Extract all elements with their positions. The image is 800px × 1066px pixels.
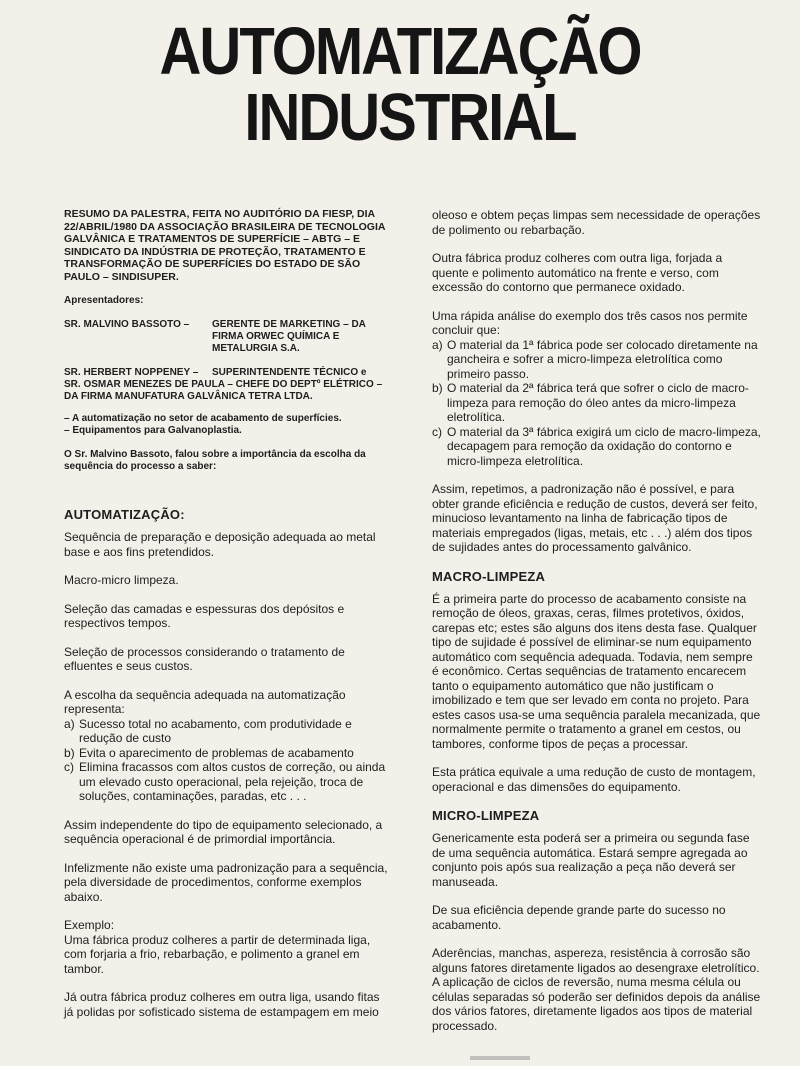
presenter-3: SR. OSMAR MENEZES DE PAULA – CHEFE DO DEPTº ELÉTRICO – DA FIRMA MANUFATURA GALVÂNICA TETRA LTDA. bbox=[64, 379, 383, 402]
list-item: a) O material da 1ª fábrica pode ser colocado diretamente na gancheira e sofrer a micro-limpeza eletrolítica como primeiro passo. bbox=[432, 337, 758, 381]
list-item: a) Sucesso total no acabamento, com produtividade e redução de custo bbox=[64, 716, 352, 745]
presenter-name: SR. HERBERT NOPPENEY – bbox=[64, 367, 199, 378]
paragraph: Assim, repetimos, a padronização não é possível, e para obter grande eficiência e redução de custos, deverá ser feito, minucioso levantamento na linha de fabricação tipos de materiais empregados (ligas, metais, etc . . .) além dos tipos de sujidades antes do processamento galvânico. bbox=[432, 482, 758, 554]
paragraph: Outra fábrica produz colheres com outra liga, forjada a quente e polimento automático na frente e verso, com excessão do contorno que permanece oxidado. bbox=[432, 251, 723, 294]
paragraph: Aderências, manchas, aspereza, resistência à corrosão são alguns fatores diretamente ligados ao desengraxe eletrolítico. A aplicação de ciclos de reversão, numa mesma célula ou células separadas só poderão ser definidos depois da análise dos vários fatores, diretamente ligados aos tipos de material processado. bbox=[432, 946, 761, 1033]
paragraph: Seleção das camadas e espessuras dos depósitos e respectivos tempos. bbox=[64, 601, 345, 630]
topic-item: – Equipamentos para Galvanoplastia. bbox=[64, 425, 242, 436]
title-line-2: INDUSTRIAL bbox=[244, 80, 576, 155]
paragraph: Uma fábrica produz colheres a partir de determinada liga, com forjaria a frio, rebarbação, e polimento a granel em tambor. bbox=[64, 932, 371, 976]
right-column bbox=[432, 208, 762, 1047]
topic-item: – A automatização no setor de acabamento de superfícies. bbox=[64, 413, 342, 424]
page-edge-mark bbox=[470, 1056, 530, 1060]
presenter-role: SUPERINTENDENTE TÉCNICO e bbox=[212, 367, 367, 378]
paragraph: De sua eficiência depende grande parte do sucesso no acabamento. bbox=[432, 903, 726, 932]
example-label: Exemplo: bbox=[64, 918, 115, 932]
list-item: b) O material da 2ª fábrica terá que sofrer o ciclo de macro-limpeza para remoção do óleo antes da micro-limpeza eletrolítica. bbox=[432, 381, 749, 424]
paragraph: A escolha da sequência adequada na automatização representa: bbox=[64, 687, 346, 716]
topics-list bbox=[64, 413, 390, 437]
list-item: c) O material da 3ª fábrica exigirá um ciclo de macro-limpeza, decapagem para remoção da oxidação do contorno e micro-limpeza eletrolítica. bbox=[432, 424, 761, 468]
paragraph: É a primeira parte do processo de acabamento consiste na remoção de óleos, graxas, ceras, filmes protetivos, óxidos, carepas etc; estes são alguns dos itens desta fase. Qualquer tipo de sujidade é possível de eliminar-se num equipamento automático com sequência adequada. Todavia, nem sempre é econômico. Certas sequências de tratamento encarecem tanto o equipamento automático que não justificam o imobilizado e tem que ser levado em conta no projeto. Para estes casos usa-se uma sequência paralela mecanizada, que normalmente permite o tratamento a granel em cestos, ou tambores, conforme tipos de peças a processar. bbox=[432, 591, 761, 751]
paragraph: Macro-micro limpeza. bbox=[64, 573, 179, 587]
lecture-summary: RESUMO DA PALESTRA, FEITA NO AUDITÓRIO DA FIESP, DIA 22/ABRIL/1980 DA ASSOCIAÇÃO BRASILEIRA DE TECNOLOGIA GALVÂNICA E TRATAMENTOS DE SUPERFÍCIE – ABTG – E SINDICATO DA INDÚSTRIA DE PROTEÇÃO, TRATAMENTO E TRANSFORMAÇÃO DE SUPERFÍCIES DO ESTADO DE SÃO PAULO – SINDISUPER. bbox=[64, 208, 386, 283]
list-item: c) Elimina fracassos com altos custos de correção, ou ainda um elevado custo operacional, pela rejeição, troca de soluções, contaminações, paradas, etc . . . bbox=[64, 760, 386, 803]
left-column bbox=[64, 208, 390, 1033]
paragraph: Esta prática equivale a uma redução de custo de montagem, operacional e das dimensões do equipamento. bbox=[432, 765, 756, 794]
conclusions-list bbox=[432, 338, 762, 469]
section-heading-automatizacao: AUTOMATIZAÇÃO: bbox=[64, 507, 185, 522]
paragraph: Assim independente do tipo de equipamento selecionado, a sequência operacional é de primordial importância. bbox=[64, 817, 383, 846]
paragraph: Uma rápida análise do exemplo dos três casos nos permite concluir que: bbox=[432, 308, 748, 337]
paragraph: Seleção de processos considerando o tratamento de efluentes e seus custos. bbox=[64, 644, 345, 673]
presenter-role: GERENTE DE MARKETING – DA FIRMA ORWEC QUÍMICA E METALURGIA S.A. bbox=[212, 319, 366, 354]
presenter-1 bbox=[64, 319, 390, 355]
title-line-1: AUTOMATIZAÇÃO bbox=[159, 14, 641, 89]
benefits-list bbox=[64, 717, 390, 804]
presenter-name: SR. MALVINO BASSOTO – bbox=[64, 319, 190, 330]
section-heading-macro-limpeza: MACRO-LIMPEZA bbox=[432, 568, 546, 584]
list-item: b) Evita o aparecimento de problemas de acabamento bbox=[64, 745, 354, 760]
section-heading-micro-limpeza: MICRO-LIMPEZA bbox=[432, 808, 540, 823]
paragraph: Já outra fábrica produz colheres em outra liga, usando fitas já polidas por sofisticado sistema de estampagem em meio bbox=[64, 990, 380, 1019]
paragraph: oleoso e obtem peças limpas sem necessidade de operações de polimento ou rebarbação. bbox=[432, 208, 761, 237]
presenter-2 bbox=[64, 367, 390, 379]
paragraph: Genericamente esta poderá ser a primeira ou segunda fase de uma sequência automática. Estará sempre agregada ao conjunto pois após sua realização a peça não deverá ser manuseada. bbox=[432, 831, 750, 889]
lead-paragraph: O Sr. Malvino Bassoto, falou sobre a importância da escolha da sequência do processo a saber: bbox=[64, 449, 366, 472]
paragraph: Sequência de preparação e deposição adequada ao metal base e aos fins pretendidos. bbox=[64, 530, 376, 559]
presenters-label: Apresentadores: bbox=[64, 295, 144, 306]
paragraph: Infelizmente não existe uma padronização para a sequência, pela diversidade de procedimentos, conforme exemplos abaixo. bbox=[64, 860, 388, 904]
